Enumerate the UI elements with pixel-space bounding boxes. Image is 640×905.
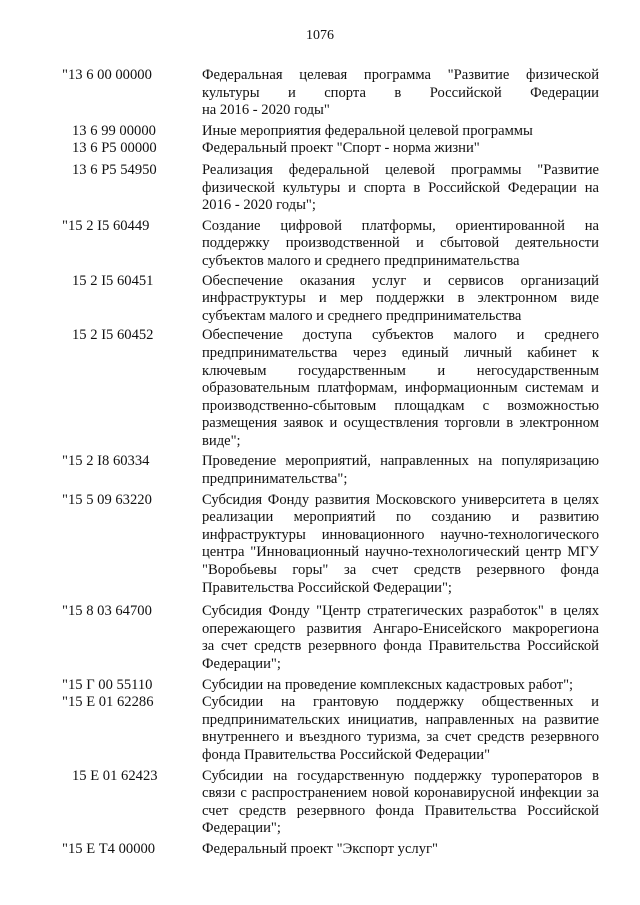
description-line: поддержку производственной и сбытовой деятельности xyxy=(202,235,599,252)
classification-entry xyxy=(0,162,640,215)
entry-code: 15 2 I5 60452 xyxy=(72,327,154,344)
description-line: предпринимательства"; xyxy=(202,471,348,488)
description-line: фонда Правительства Российской Федерации" xyxy=(202,746,491,763)
entry-code: 13 6 99 00000 xyxy=(72,122,156,139)
description-line: Реализация федеральной целевой программы "Развитие xyxy=(202,161,599,178)
description-line: Иные мероприятия федеральной целевой программы xyxy=(202,122,533,139)
classification-entry xyxy=(0,273,640,326)
classification-entry xyxy=(0,123,640,141)
description-line: Федерации"; xyxy=(202,656,281,672)
description-line: опережающего развития Ангаро-Енисейского макрорегиона xyxy=(202,620,599,637)
description-line: Создание цифровой платформы, ориентированной на xyxy=(202,217,599,234)
classification-entry xyxy=(0,603,640,673)
description-line: Федерации"; xyxy=(202,820,281,837)
entry-description xyxy=(202,492,599,598)
entry-code: "15 Е Т4 00000 xyxy=(62,840,156,857)
description-line: предпринимательских инициатив, направленных на развитие xyxy=(202,711,599,728)
entry-code: 13 6 Р5 00000 xyxy=(72,140,157,157)
entry-list xyxy=(0,67,640,859)
entry-code: 13 6 Р5 54950 xyxy=(72,161,157,178)
classification-entry xyxy=(0,677,640,695)
description-line: центра "Инновационный научно-технологический центр МГУ xyxy=(202,544,599,561)
entry-description xyxy=(202,694,599,764)
description-line: субъектам малого и среднего предпринимательства xyxy=(202,307,522,324)
entry-code: "13 6 00 00000 xyxy=(62,67,152,83)
entry-description xyxy=(202,768,599,838)
entry-code: "15 Г 00 55110 xyxy=(62,676,153,693)
classification-entry xyxy=(0,492,640,598)
entry-description xyxy=(202,841,599,859)
description-line: инфраструктуры и мер поддержки в электронном виде xyxy=(202,290,599,307)
description-line: Проведение мероприятий, направленных на популяризацию xyxy=(202,453,599,470)
description-line: размещения заявок и осуществления торговли в электронном xyxy=(202,415,599,432)
entry-description xyxy=(202,218,599,271)
entry-code: "15 8 03 64700 xyxy=(62,603,152,620)
description-line: Субсидия Фонду "Центр стратегических разработок" в целях xyxy=(202,603,599,620)
description-line: виде"; xyxy=(202,432,241,449)
description-line: Обеспечение оказания услуг и сервисов организаций xyxy=(202,272,599,289)
classification-entry xyxy=(0,841,640,859)
entry-description xyxy=(202,140,599,158)
entry-code: "15 5 09 63220 xyxy=(62,491,152,508)
entry-code: "15 Е 01 62286 xyxy=(62,694,154,711)
classification-entry xyxy=(0,768,640,838)
entry-code: "15 2 I5 60449 xyxy=(62,217,150,234)
description-line: субъектов малого и среднего предпринимательства xyxy=(202,252,520,269)
entry-code: 15 2 I5 60451 xyxy=(72,272,154,289)
description-line: производственно-сбытовым площадкам с возможностью xyxy=(202,397,599,414)
description-line: 2016 - 2020 годы"; xyxy=(202,197,316,214)
description-line: внутреннего и въездного туризма, за счет средств резервного xyxy=(202,729,599,746)
entry-description xyxy=(202,677,599,695)
description-line: Субсидии на проведение комплексных кадастровых работ"; xyxy=(202,676,574,693)
description-line: счет средств резервного фонда Правительства Российской xyxy=(202,802,599,819)
page-number: 1076 xyxy=(306,28,334,43)
description-line: на 2016 - 2020 годы" xyxy=(202,102,330,119)
classification-entry xyxy=(0,218,640,271)
classification-entry xyxy=(0,327,640,450)
description-line: Субсидии на государственную поддержку туроператоров в xyxy=(202,767,599,784)
description-line: за счет средств резервного фонда Правительства Российской xyxy=(202,638,599,655)
entry-description xyxy=(202,327,599,450)
entry-description xyxy=(202,123,599,141)
classification-entry xyxy=(0,67,640,120)
description-line: ключевым государственным и негосударственным xyxy=(202,362,599,379)
description-line: Федеральный проект "Экспорт услуг" xyxy=(202,840,438,857)
entry-code: 15 Е 01 62423 xyxy=(72,767,158,784)
description-line: инфраструктуры инновационного научно-технологического xyxy=(202,526,599,543)
entry-code: "15 2 I8 60334 xyxy=(62,453,150,470)
entry-description xyxy=(202,603,599,673)
entry-description xyxy=(202,162,599,215)
entry-description xyxy=(202,453,599,488)
description-line: Субсидии на грантовую поддержку общественных и xyxy=(202,694,599,711)
description-line: Обеспечение доступа субъектов малого и среднего xyxy=(202,327,599,344)
description-line: образовательным платформам, информационным системам и xyxy=(202,380,599,397)
classification-entry xyxy=(0,694,640,764)
classification-entry xyxy=(0,140,640,158)
description-line: связи с распространением новой коронавирусной инфекции за xyxy=(202,785,599,802)
description-line: культуры и спорта в Российской Федерации xyxy=(202,84,599,101)
description-line: физической культуры и спорта в Российской Федерации на xyxy=(202,179,599,196)
description-line: предпринимательства через единый личный кабинет к xyxy=(202,344,599,361)
description-line: "Воробьевы горы" за счет средств резервного фонда xyxy=(202,562,599,579)
classification-entry xyxy=(0,453,640,488)
description-line: Правительства Российской Федерации"; xyxy=(202,579,452,596)
description-line: Субсидия Фонду развития Московского университета в целях xyxy=(202,491,599,508)
description-line: реализации мероприятий по созданию и развитию xyxy=(202,509,599,526)
description-line: Федеральная целевая программа "Развитие физической xyxy=(202,67,599,83)
entry-description xyxy=(202,273,599,326)
description-line: Федеральный проект "Спорт - норма жизни" xyxy=(202,140,480,157)
entry-description xyxy=(202,67,599,120)
